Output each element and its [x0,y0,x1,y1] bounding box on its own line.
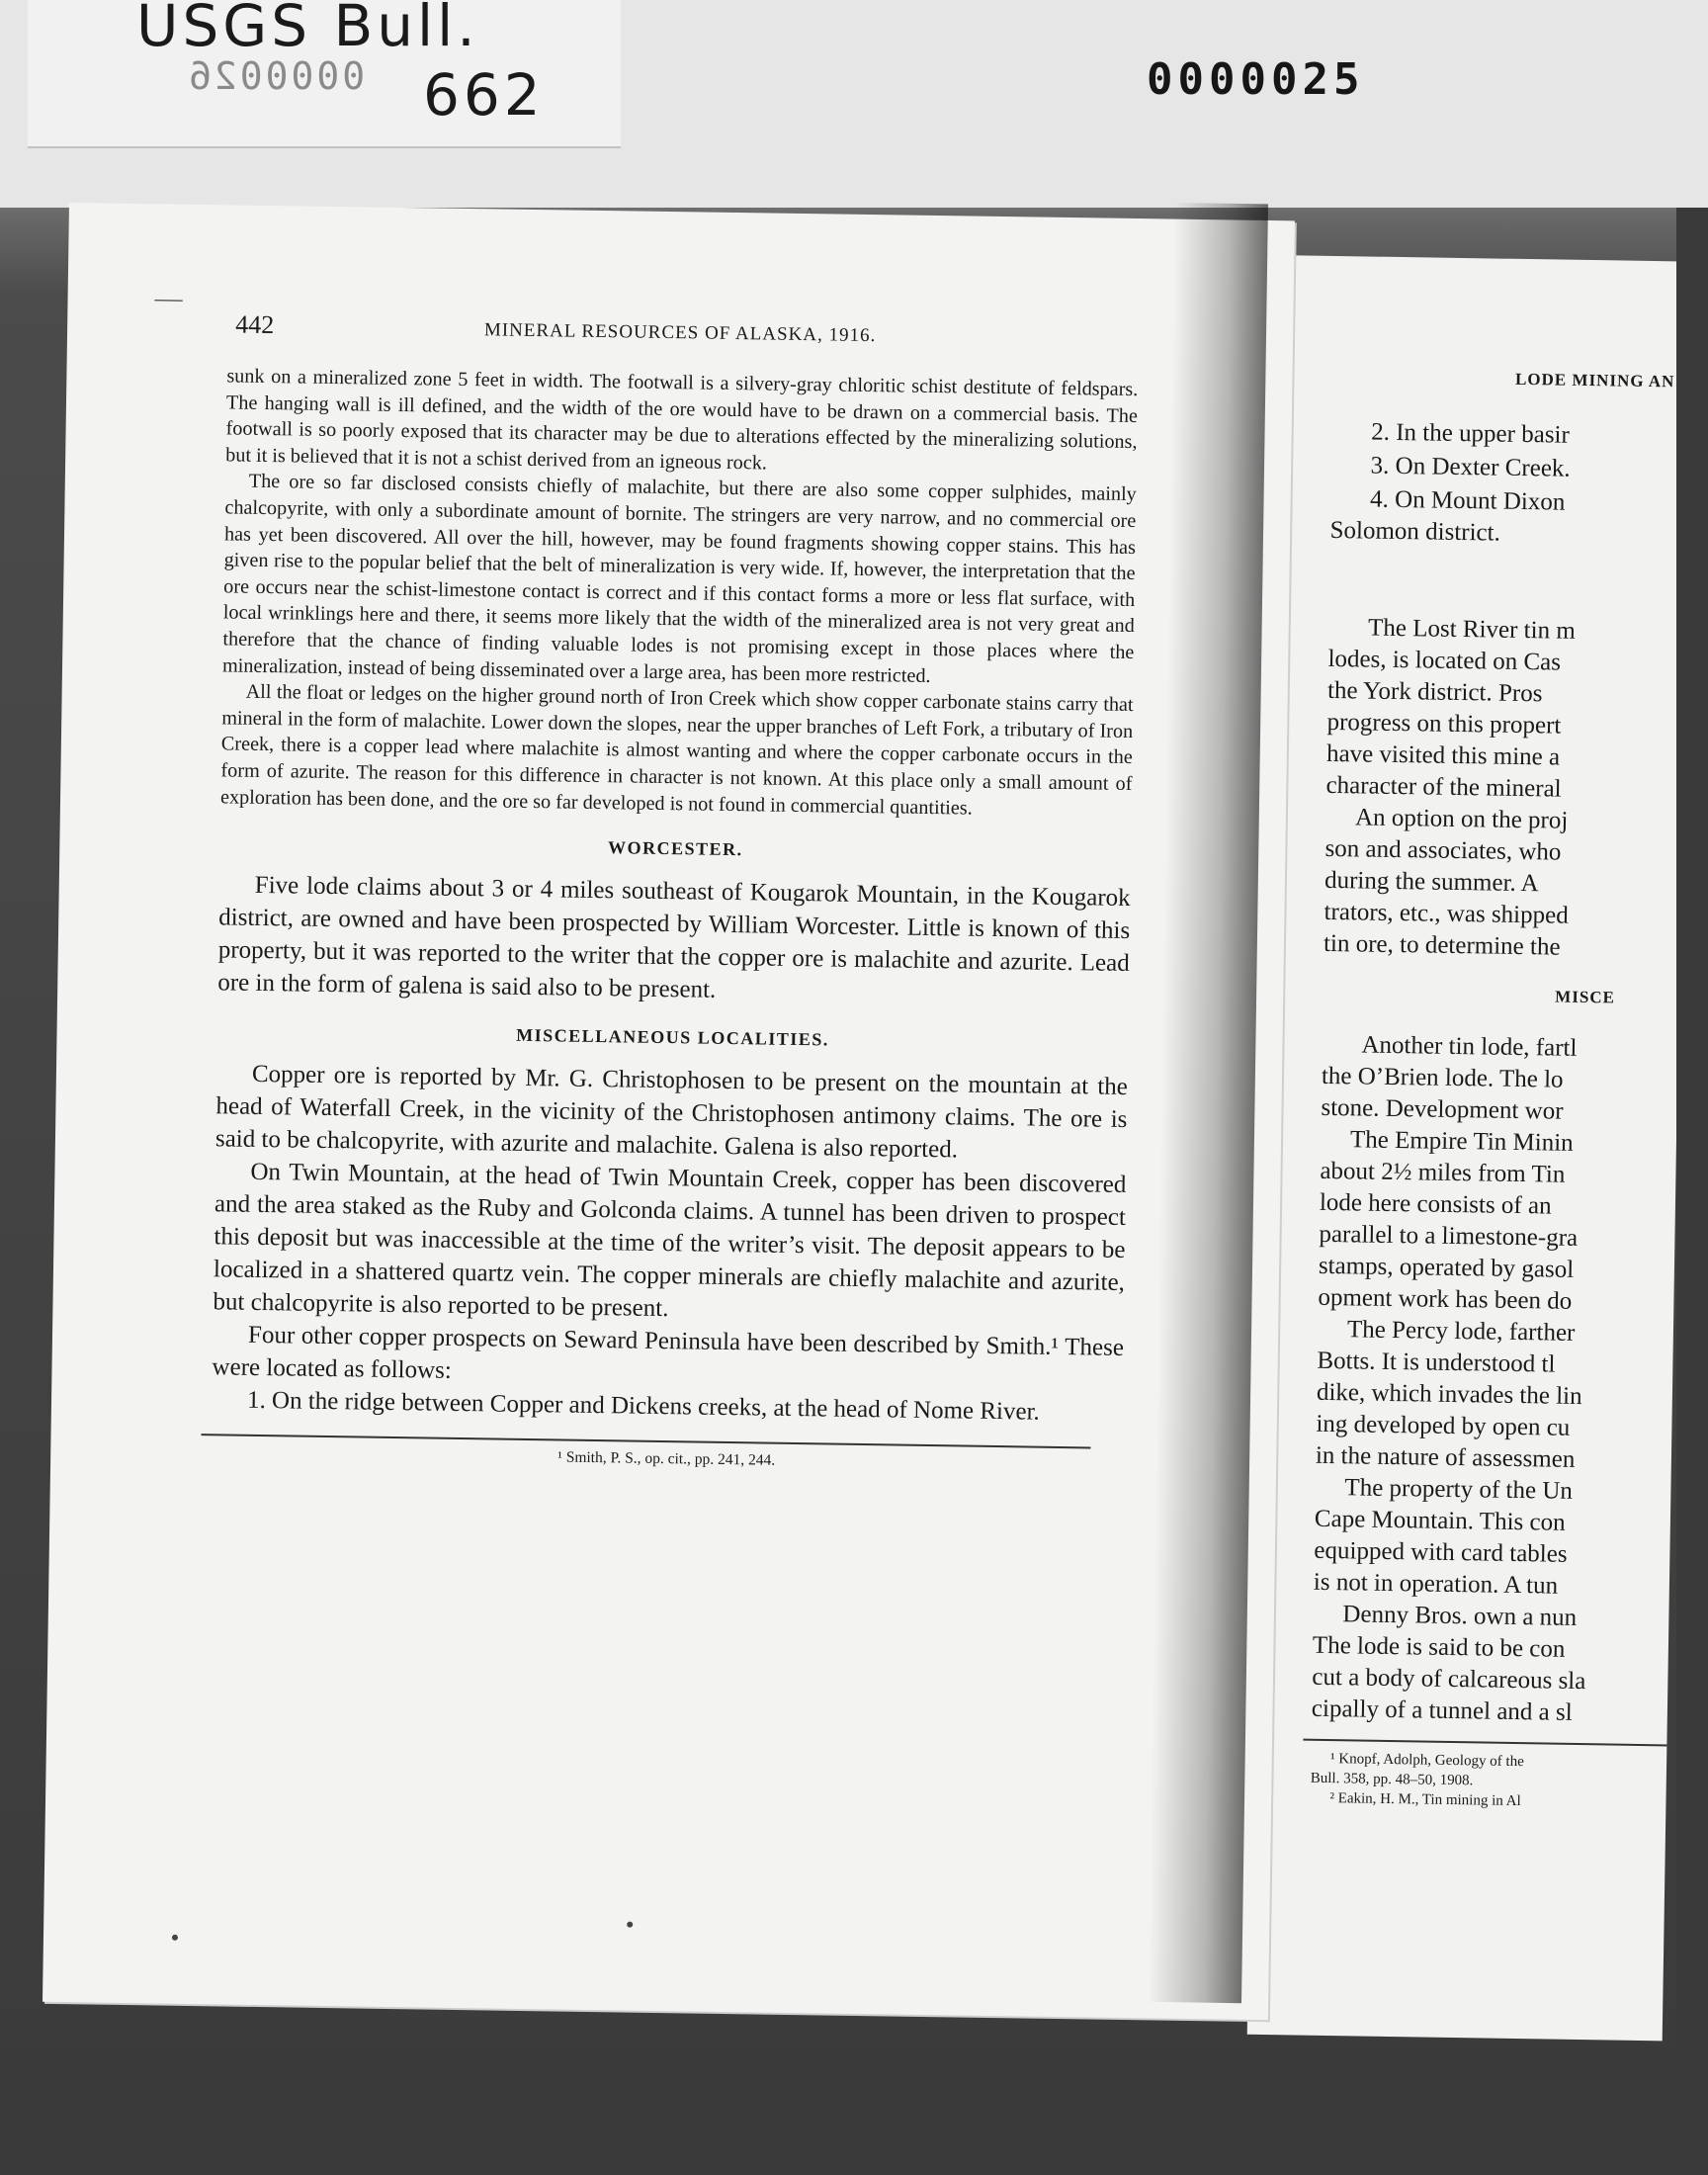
page-number: 442 [234,309,275,340]
page-body [211,363,1138,1475]
scan-right-edge [1676,208,1708,2175]
right-line: ing developed by open cu [1316,1410,1571,1441]
right-line: 4. On Mount Dixon [1369,485,1566,516]
paragraph: On Twin Mountain, at the head of Twin Mountain Creek, copper has been discovered and the area staked as the Ruby and Golconda claims. A tunnel has been driven to prospect this deposit but was inaccessible at the time of the writer’s visit. The deposit appears to be localized in a shattered quartz vein. The copper minerals are chiefly malachite and azurite, but chalcopyrite is also reported to be present. [213,1158,1127,1323]
right-page [1247,255,1690,2041]
right-line: Denny Bros. own a nun [1342,1601,1578,1631]
right-line: trators, etc., was shipped [1324,898,1569,929]
right-line: The property of the Un [1344,1474,1574,1505]
paragraph: Four other copper prospects on Seward Peninsula have been described by Smith.¹ These were located as follows: [212,1321,1125,1384]
handwritten-bulletin-number: 662 [423,61,545,129]
right-footnote: ² Eakin, H. M., Tin mining in Al [1329,1790,1521,1810]
page-speck [627,1922,633,1928]
paragraph: All the float or ledges on the higher ground north of Iron Creek which show copper carbonate stains carry that mineral in the form of malachite. Lower down the slopes, near the upper branches of Left Fork, a tributary of Iron Creek, there is a copper lead where malachite is almost wanting and where the copper carbonate occurs in the form of azurite. The reason for this difference in character is not known. At this place only a small amount of exploration has been done, and the ore so far developed is not found in commercial quantities. [219,680,1134,820]
right-line: 2. In the upper basir [1370,418,1571,449]
right-line: character of the mineral [1325,771,1562,803]
right-line: the York district. Pros [1326,676,1543,708]
right-line: the O’Brien lode. The lo [1321,1062,1564,1093]
right-line: son and associates, who [1324,834,1562,866]
right-footnote-rule [1303,1739,1690,1748]
list-item: 1. On the ridge between Copper and Dickens creeks, at the head of Nome River. [246,1386,1040,1426]
mirrored-ghost-number: 0000026 [186,54,366,98]
margin-mark: — [154,283,183,314]
handwritten-label [28,0,621,148]
right-line: stone. Development wor [1321,1093,1564,1125]
right-line: 3. On Dexter Creek. [1370,452,1571,482]
right-line: The Empire Tin Minin [1349,1126,1574,1157]
right-line: during the summer. A [1324,866,1539,898]
paragraph: sunk on a mineralized zone 5 feet in width. The footwall is a silvery-gray chloritic schist destitute of feldspars. The hanging wall is ill defined, and the width of the ore would have to be drawn on a commercial basis. The footwall is so poorly exposed that its character may be due to alterations effected by the mineralizing solutions, but it is believed that it is not a schist derived from an igneous rock. [225,365,1139,475]
right-line: is not in operation. A tun [1313,1568,1559,1600]
footnote: ¹ Smith, P. S., op. cit., pp. 241, 244. [557,1448,776,1469]
right-line: progress on this propert [1326,708,1562,740]
right-line: Another tin lode, fartl [1361,1031,1578,1062]
handwritten-series-label: USGS Bull. [136,0,479,59]
right-footnote: ¹ Knopf, Adolph, Geology of the [1329,1751,1524,1771]
paragraph: Copper ore is reported by Mr. G. Christophosen to be present on the mountain at the head of Waterfall Creek, in the vicinity of the Christophosen antimony claims. The ore is said to be chalcopyrite, with azurite and malachite. Galena is also reported. [214,1060,1129,1164]
right-line: have visited this mine a [1325,740,1561,771]
right-line: dike, which invades the lin [1316,1378,1582,1411]
right-line: The Lost River tin m [1367,614,1576,645]
right-line: lode here consists of an [1319,1188,1552,1220]
right-line: The lode is said to be con [1312,1631,1566,1663]
right-line: cut a body of calcareous sla [1312,1663,1586,1696]
right-line: The Percy lode, farther [1346,1316,1576,1347]
right-footnote: Bull. 358, pp. 48–50, 1908. [1310,1770,1474,1789]
paragraph: The ore so far disclosed consists chiefly of malachite, but there are also some copper sulphides, mainly chalcopyrite, with only a subordinate amount of bornite. The stringers are very narrow, and no commercial ore has yet been discovered. All over the hill, however, may be found fragments showing copper stains. This has given rise to the popular belief that the belt of mineralization is very wide. If, however, the interpretation that the ore occurs near the schist-limestone contact is correct and if this contact forms a more or less flat surface, with local wrinklings here and there, it seems more likely that the width of the mineralized area is not very great and therefore that the chance of finding valuable lodes is not promising except in those places where the mineralization, instead of being disseminated over a large area, has been more restricted. [221,471,1137,687]
paragraph: Five lode claims about 3 or 4 miles southeast of Kougarok Mountain, in the Kougarok district, are owned and have been prospected by William Worcester. Little is known of this property, but it was reported to the writer that the copper ore is malachite and azurite. Lead ore in the form of galena is said also to be present. [217,871,1131,1003]
right-section-head: MISCE [1555,987,1616,1007]
right-line: Cape Mountain. This con [1314,1505,1566,1536]
right-line: equipped with card tables [1314,1536,1568,1568]
right-line: An option on the proj [1354,804,1569,834]
running-head: MINERAL RESOURCES OF ALASKA, 1916. [483,319,877,347]
right-running-head: LODE MINING AN [1514,369,1675,392]
right-line: about 2½ miles from Tin [1320,1157,1566,1188]
right-line: in the nature of assessmen [1315,1441,1576,1473]
scan-frame-number: 0000025 [1147,54,1365,105]
right-line: parallel to a limestone-gra [1319,1220,1579,1252]
page-speck [172,1935,178,1941]
right-line: Botts. It is understood tl [1317,1347,1556,1378]
right-line: stamps, operated by gasol [1318,1252,1575,1283]
right-line: Solomon district. [1329,516,1501,547]
right-line: lodes, is located on Cas [1327,645,1562,676]
section-heading: MISCELLANEOUS LOCALITIES. [516,1024,829,1050]
right-line: tin ore, to determine the [1323,929,1561,961]
section-heading: WORCESTER. [607,837,743,860]
left-page [43,203,1295,2020]
right-line: opment work has been do [1318,1283,1573,1315]
right-line: cipally of a tunnel and a sl [1311,1695,1573,1726]
scan-bottom-band [0,2046,1708,2175]
